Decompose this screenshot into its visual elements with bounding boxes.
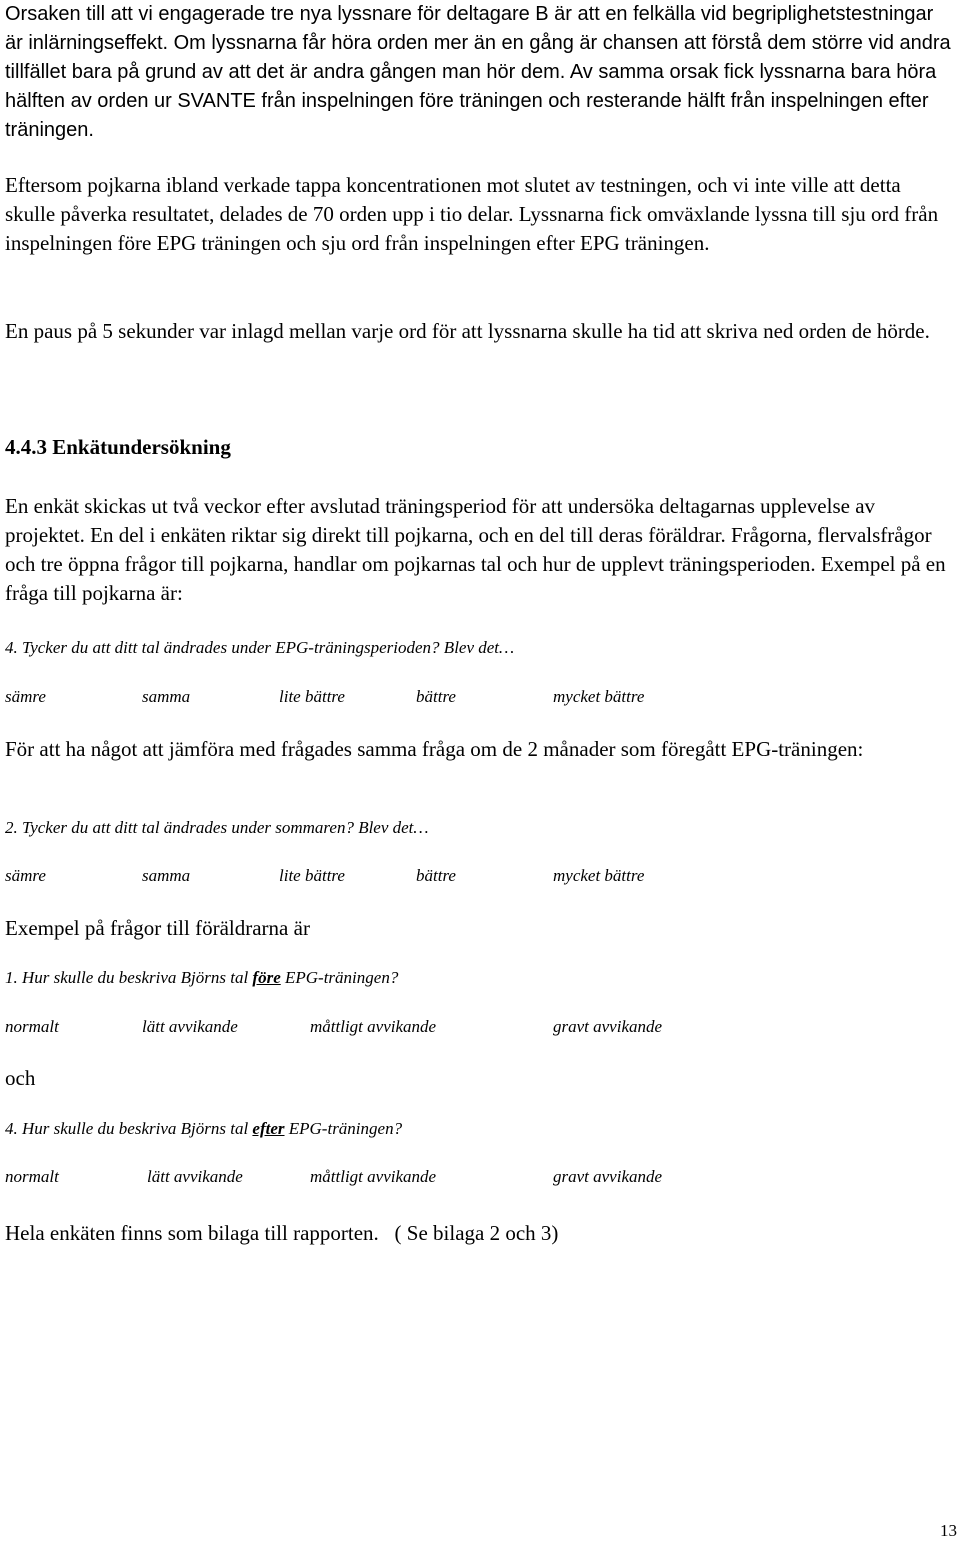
question-part: 1. Hur skulle du beskriva Björns tal (5, 968, 253, 987)
question-part: EPG-träningen? (284, 1119, 403, 1138)
question-emphasis: efter (252, 1119, 285, 1138)
question-text: 2. Tycker du att ditt tal ändrades under sommaren? Blev det… (5, 818, 429, 837)
answer-option: samma (142, 866, 191, 885)
answer-option: gravt avvikande (553, 1017, 663, 1036)
answer-option: måttligt avvikande (310, 1167, 437, 1186)
section-heading: 4.4.3 Enkätundersökning (5, 435, 231, 459)
paragraph-part: Av samma orsak fick lyssnarna bara höra hälften av orden ur SVANTE från inspelningen före träningen och resterande hälft från inspelningen efter träningen. (5, 61, 937, 141)
answer-option: samma (142, 687, 191, 706)
answer-option: bättre (416, 866, 456, 885)
answer-option: lätt avvikande (147, 1167, 243, 1186)
paragraph-koncentration: Eftersom pojkarna ibland verkade tappa koncentrationen mot slutet av testningen, och vi inte ville att detta skulle påverka resultatet, delades de 70 orden upp i tio delar. Lyssnarna fick omväxlande lyssna till sju ord från inspelningen före EPG träningen och sju ord från inspelningen efter EPG träningen. (5, 173, 939, 255)
paragraph-part: Orsaken till att vi engagerade tre nya lyssnare för deltagare B är att en felkälla vid begriplighetstestningar är inlärningseffekt. Om lyssnarna får höra orden mer än en gång är chansen att förstå dem större vid andra tillfället bara på grund av att det är andra gången man hör dem. (5, 3, 951, 83)
answer-option: mycket bättre (553, 687, 645, 706)
answer-option: sämre (5, 866, 46, 885)
answer-option: sämre (5, 687, 46, 706)
answer-option: normalt (5, 1017, 59, 1036)
question-text (5, 967, 398, 989)
answer-option: bättre (416, 687, 456, 706)
question-text: 4. Tycker du att ditt tal ändrades under EPG-träningsperioden? Blev det… (5, 638, 515, 657)
answer-options (5, 1166, 905, 1188)
question-part: 4. Hur skulle du beskriva Björns tal (5, 1119, 253, 1138)
answer-option: lite bättre (279, 866, 345, 885)
answer-options (5, 1016, 905, 1038)
answer-option: gravt avvikande (553, 1167, 663, 1186)
paragraph-inlarningseffekt (5, 0, 954, 145)
answer-options (5, 865, 905, 887)
answer-option: lätt avvikande (142, 1017, 238, 1036)
paragraph-foraldrar: Exempel på frågor till föräldrarna är (5, 916, 310, 940)
answer-option: lite bättre (279, 687, 345, 706)
question-part: EPG-träningen? (280, 968, 399, 987)
paragraph-jamforelse: För att ha något att jämföra med frågades samma fråga om de 2 månader som föregått EPG-träningen: (5, 737, 864, 761)
answer-options (5, 686, 905, 708)
paragraph-bilaga: Hela enkäten finns som bilaga till rapporten. ( Se bilaga 2 och 3) (5, 1221, 559, 1245)
question-emphasis: före (252, 968, 281, 987)
paragraph-enkat: En enkät skickas ut två veckor efter avslutad träningsperiod för att undersöka deltagarnas upplevelse av projektet. En del i enkäten riktar sig direkt till pojkarna, och en del till deras föräldrar. Frågorna, flervalsfrågor och tre öppna frågor till pojkarna, handlar om pojkarnas tal och hur de upplevt träningsperioden. Exempel på en fråga till pojkarna är: (5, 494, 946, 605)
answer-option: måttligt avvikande (310, 1017, 437, 1036)
answer-option: normalt (5, 1167, 59, 1186)
paragraph-paus: En paus på 5 sekunder var inlagd mellan varje ord för att lyssnarna skulle ha tid att skriva ned orden de hörde. (5, 319, 930, 343)
page-number: 13 (940, 1521, 957, 1540)
conjunction-text: och (5, 1066, 36, 1090)
answer-option: mycket bättre (553, 866, 645, 885)
question-text (5, 1118, 402, 1140)
